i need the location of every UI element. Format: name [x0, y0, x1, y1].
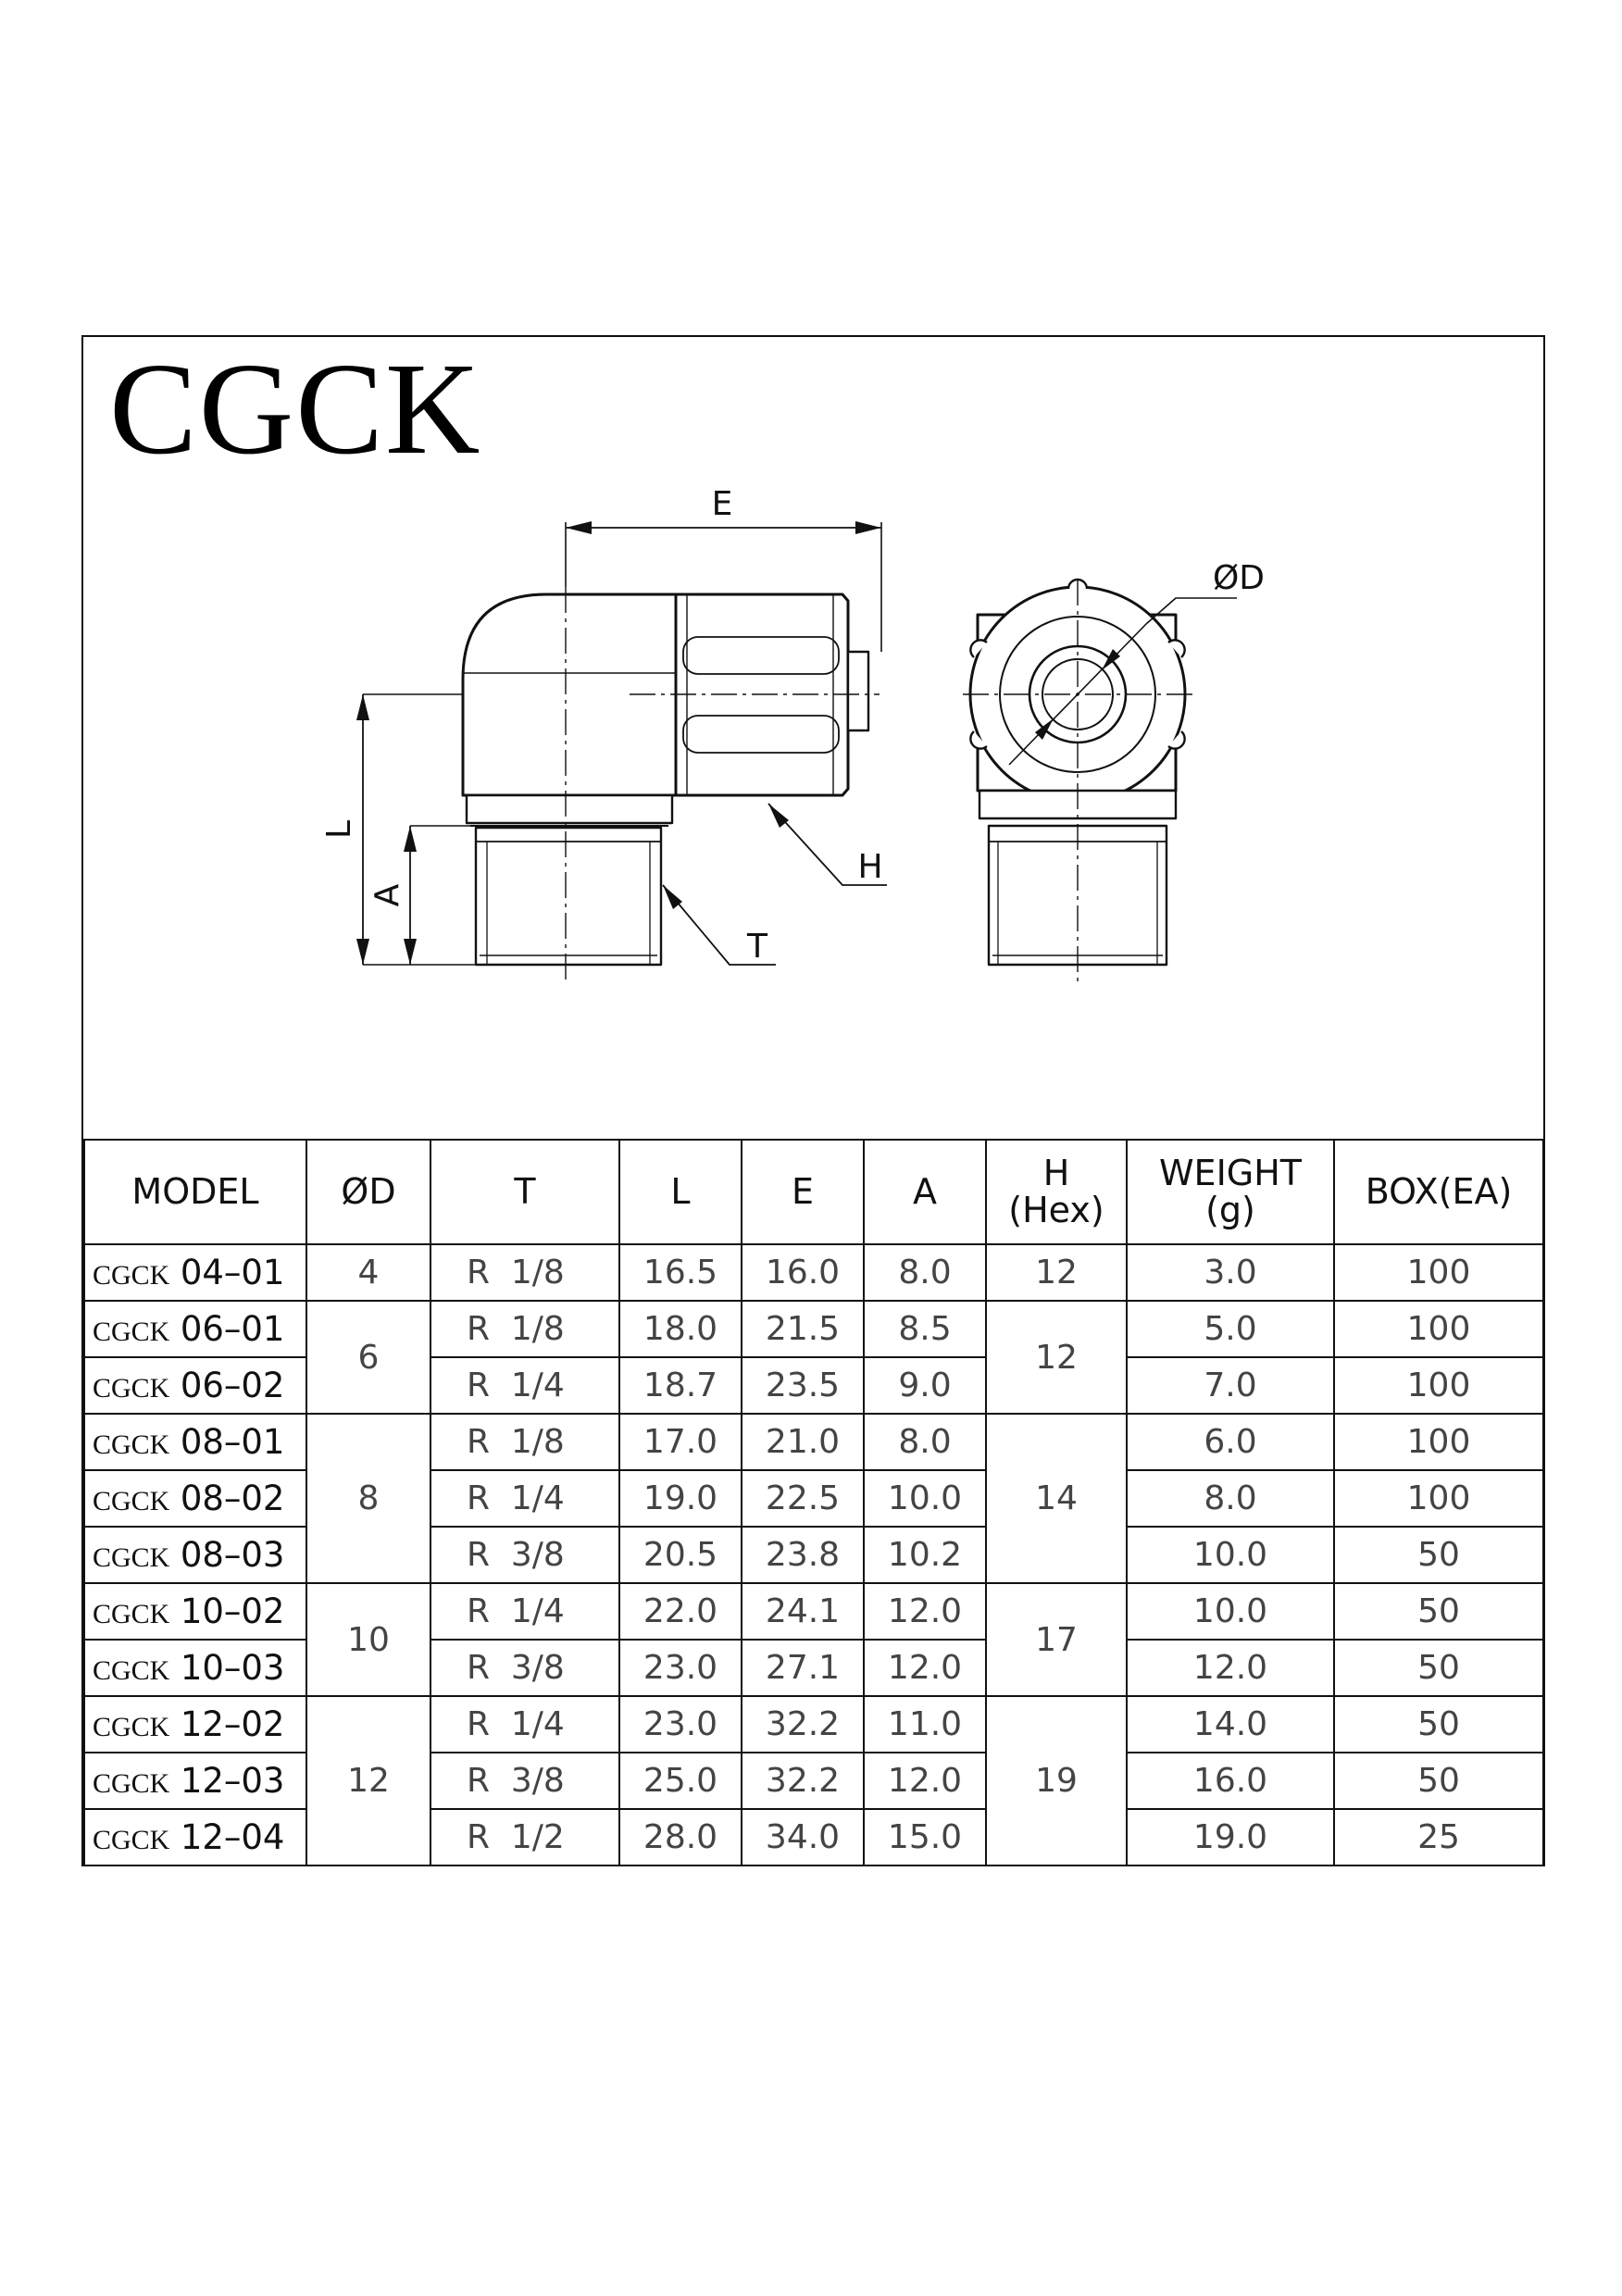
box-cell: 100: [1334, 1301, 1543, 1357]
e-cell: 23.5: [742, 1357, 864, 1414]
weight-cell: 10.0: [1127, 1583, 1334, 1640]
model-prefix: CGCK: [93, 1373, 170, 1404]
d-cell: 12: [306, 1696, 430, 1866]
l-cell: 16.5: [619, 1244, 742, 1301]
header-l: L: [619, 1140, 742, 1244]
model-prefix: CGCK: [93, 1825, 170, 1855]
side-view-fitting: [356, 521, 887, 981]
table-row: [84, 1640, 1543, 1696]
t-cell: R 1/4: [430, 1583, 619, 1640]
model-cell: [84, 1696, 306, 1753]
a-cell: 9.0: [864, 1357, 986, 1414]
t-cell: R 1/4: [430, 1696, 619, 1753]
header-h-line2: (Hex): [1008, 1189, 1104, 1230]
header-t: T: [430, 1140, 619, 1244]
table-row: [84, 1527, 1543, 1583]
front-view-fitting: [963, 580, 1237, 981]
weight-cell: 3.0: [1127, 1244, 1334, 1301]
h-cell: 12: [986, 1244, 1127, 1301]
e-cell: 27.1: [742, 1640, 864, 1696]
e-cell: 16.0: [742, 1244, 864, 1301]
weight-cell: 14.0: [1127, 1696, 1334, 1753]
model-cell: [84, 1244, 306, 1301]
h-cell: 19: [986, 1696, 1127, 1866]
product-title: CGCK: [109, 335, 482, 481]
weight-cell: 10.0: [1127, 1527, 1334, 1583]
table-row: [84, 1414, 1543, 1470]
model-code: 12–03: [180, 1761, 285, 1801]
dim-label-a: A: [368, 883, 406, 907]
technical-drawing: [83, 337, 1542, 1139]
header-weight-line2: (g): [1205, 1189, 1255, 1230]
model-code: 10–02: [180, 1591, 285, 1631]
weight-cell: 6.0: [1127, 1414, 1334, 1470]
model-prefix: CGCK: [93, 1655, 170, 1686]
weight-cell: 19.0: [1127, 1809, 1334, 1866]
t-cell: R 1/2: [430, 1809, 619, 1866]
model-prefix: CGCK: [93, 1260, 170, 1291]
table-row: [84, 1696, 1543, 1753]
l-cell: 18.7: [619, 1357, 742, 1414]
model-cell: [84, 1470, 306, 1527]
model-prefix: CGCK: [93, 1599, 170, 1629]
l-cell: 25.0: [619, 1753, 742, 1809]
t-cell: R 1/8: [430, 1414, 619, 1470]
box-cell: 50: [1334, 1753, 1543, 1809]
spec-table: [83, 1139, 1544, 1866]
spec-sheet: [81, 335, 1545, 1866]
box-cell: 50: [1334, 1640, 1543, 1696]
weight-cell: 5.0: [1127, 1301, 1334, 1357]
weight-cell: 7.0: [1127, 1357, 1334, 1414]
d-cell: 8: [306, 1414, 430, 1583]
l-cell: 20.5: [619, 1527, 742, 1583]
header-box: BOX(EA): [1334, 1140, 1543, 1244]
model-code: 08–02: [180, 1479, 285, 1518]
model-cell: [84, 1640, 306, 1696]
e-cell: 21.0: [742, 1414, 864, 1470]
a-cell: 10.0: [864, 1470, 986, 1527]
model-code: 10–03: [180, 1648, 285, 1688]
weight-cell: 12.0: [1127, 1640, 1334, 1696]
dim-label-d: ØD: [1212, 559, 1266, 597]
model-prefix: CGCK: [93, 1316, 170, 1347]
d-cell: 10: [306, 1583, 430, 1696]
l-cell: 19.0: [619, 1470, 742, 1527]
t-cell: R 3/8: [430, 1753, 619, 1809]
dim-label-t: T: [747, 928, 767, 966]
box-cell: 50: [1334, 1583, 1543, 1640]
header-weight-line1: WEIGHT: [1158, 1152, 1303, 1193]
h-cell: 17: [986, 1583, 1127, 1696]
d-cell: 4: [306, 1244, 430, 1301]
table-header-row: [84, 1140, 1543, 1244]
e-cell: 34.0: [742, 1809, 864, 1866]
box-cell: 50: [1334, 1527, 1543, 1583]
dim-label-e: E: [711, 485, 733, 523]
l-cell: 18.0: [619, 1301, 742, 1357]
model-cell: [84, 1809, 306, 1866]
table-row: [84, 1809, 1543, 1866]
l-cell: 28.0: [619, 1809, 742, 1866]
box-cell: 100: [1334, 1414, 1543, 1470]
box-cell: 100: [1334, 1470, 1543, 1527]
a-cell: 10.2: [864, 1527, 986, 1583]
header-h: [986, 1140, 1127, 1244]
model-cell: [84, 1753, 306, 1809]
model-cell: [84, 1527, 306, 1583]
t-cell: R 1/8: [430, 1244, 619, 1301]
table-row: [84, 1301, 1543, 1357]
box-cell: 100: [1334, 1244, 1543, 1301]
model-prefix: CGCK: [93, 1486, 170, 1516]
a-cell: 8.5: [864, 1301, 986, 1357]
model-code: 04–01: [180, 1253, 285, 1292]
box-cell: 25: [1334, 1809, 1543, 1866]
model-code: 06–01: [180, 1309, 285, 1349]
header-e: E: [742, 1140, 864, 1244]
t-cell: R 3/8: [430, 1527, 619, 1583]
model-code: 12–04: [180, 1817, 285, 1857]
l-cell: 17.0: [619, 1414, 742, 1470]
a-cell: 15.0: [864, 1809, 986, 1866]
e-cell: 23.8: [742, 1527, 864, 1583]
header-h-line1: H: [1042, 1152, 1070, 1193]
table-row: [84, 1583, 1543, 1640]
a-cell: 12.0: [864, 1640, 986, 1696]
h-cell: 12: [986, 1301, 1127, 1414]
box-cell: 100: [1334, 1357, 1543, 1414]
l-cell: 22.0: [619, 1583, 742, 1640]
model-code: 12–02: [180, 1704, 285, 1744]
a-cell: 8.0: [864, 1414, 986, 1470]
model-code: 08–01: [180, 1422, 285, 1462]
t-cell: R 1/4: [430, 1357, 619, 1414]
e-cell: 32.2: [742, 1696, 864, 1753]
header-d: ØD: [306, 1140, 430, 1244]
model-cell: [84, 1301, 306, 1357]
header-weight: [1127, 1140, 1334, 1244]
l-cell: 23.0: [619, 1640, 742, 1696]
model-cell: [84, 1357, 306, 1414]
e-cell: 24.1: [742, 1583, 864, 1640]
model-prefix: CGCK: [93, 1542, 170, 1573]
weight-cell: 16.0: [1127, 1753, 1334, 1809]
t-cell: R 1/4: [430, 1470, 619, 1527]
e-cell: 21.5: [742, 1301, 864, 1357]
table-row: [84, 1470, 1543, 1527]
header-model: MODEL: [84, 1140, 306, 1244]
model-cell: [84, 1583, 306, 1640]
e-cell: 22.5: [742, 1470, 864, 1527]
table-row: [84, 1357, 1543, 1414]
t-cell: R 3/8: [430, 1640, 619, 1696]
a-cell: 11.0: [864, 1696, 986, 1753]
t-cell: R 1/8: [430, 1301, 619, 1357]
d-cell: 6: [306, 1301, 430, 1414]
dim-label-h: H: [857, 848, 883, 886]
e-cell: 32.2: [742, 1753, 864, 1809]
model-code: 06–02: [180, 1366, 285, 1405]
table-row: [84, 1244, 1543, 1301]
model-code: 08–03: [180, 1535, 285, 1575]
box-cell: 50: [1334, 1696, 1543, 1753]
a-cell: 12.0: [864, 1753, 986, 1809]
model-prefix: CGCK: [93, 1712, 170, 1742]
h-cell: 14: [986, 1414, 1127, 1583]
a-cell: 12.0: [864, 1583, 986, 1640]
table-row: [84, 1753, 1543, 1809]
model-cell: [84, 1414, 306, 1470]
l-cell: 23.0: [619, 1696, 742, 1753]
weight-cell: 8.0: [1127, 1470, 1334, 1527]
model-prefix: CGCK: [93, 1768, 170, 1799]
a-cell: 8.0: [864, 1244, 986, 1301]
header-a: A: [864, 1140, 986, 1244]
dim-label-l: L: [320, 819, 358, 840]
model-prefix: CGCK: [93, 1429, 170, 1460]
